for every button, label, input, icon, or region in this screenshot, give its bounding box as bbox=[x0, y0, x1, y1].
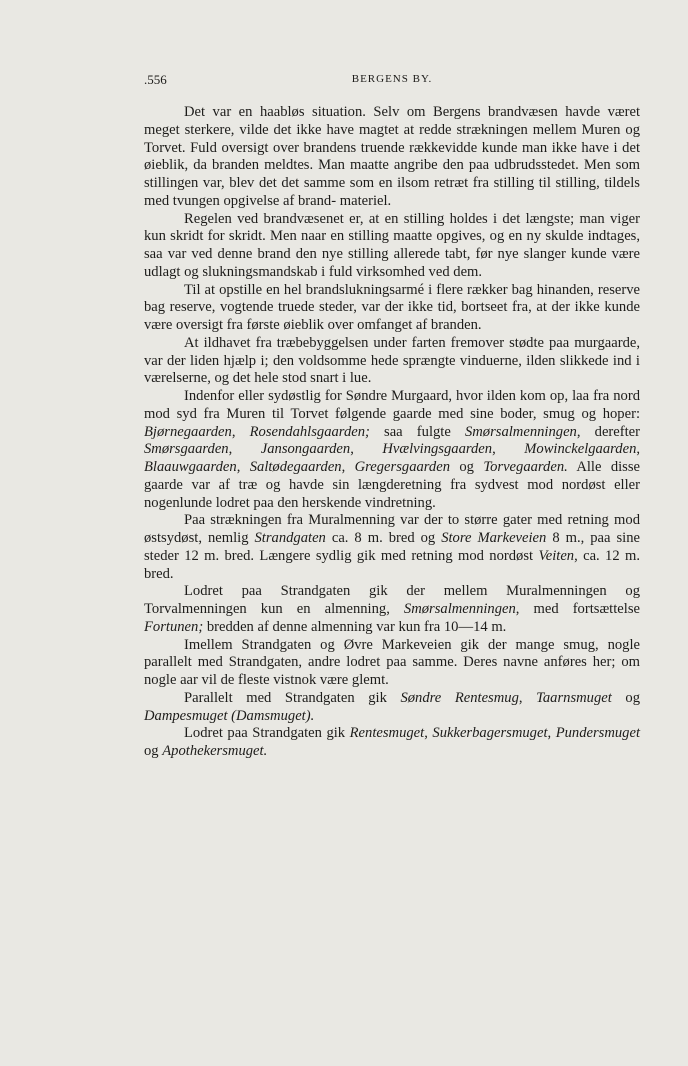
text-run: Lodret paa Strandgaten gik bbox=[184, 725, 350, 742]
italic-name: Jansongaarden bbox=[260, 441, 351, 458]
italic-name: Smørsgaarden bbox=[144, 441, 229, 458]
paragraph bbox=[144, 637, 640, 690]
paragraph bbox=[144, 104, 640, 211]
text-run: bredden af denne almenning var kun fra 10—14 m. bbox=[203, 618, 507, 635]
paragraph bbox=[144, 725, 640, 761]
text-run: , bbox=[424, 725, 433, 742]
italic-name: Søndre Rentesmug bbox=[400, 689, 519, 706]
italic-name: Taarnsmuget bbox=[536, 689, 612, 706]
italic-name: Hvælvingsgaarden bbox=[382, 441, 493, 458]
paragraph bbox=[144, 282, 640, 335]
italic-name: Store Markeveien bbox=[441, 530, 547, 546]
text-run: , bbox=[341, 459, 355, 475]
paragraph bbox=[144, 690, 640, 726]
page-number: .556 bbox=[144, 72, 167, 87]
paragraph bbox=[144, 583, 640, 636]
text-run: Det var en haabløs situation. Selv om Bergens brandvæsen havde været meget sterkere, vilde det ikke have magtet at redde strækningen mellem Muren og Torvet. Fuld oversigt over brandens truende rækkevidde kunde man ikke have i det øieblik, da branden meldtes. Man maatte angribe den paa udbrudsstedet. Men som stillingen var, blev det det samme som en ilsom retræt fra stilling til stilling, tildels med tvungen opgivelse af brand- materiel. bbox=[144, 104, 640, 209]
text-run: Regelen ved brandvæsenet er, at en stilling holdes i det længste; man viger kun skridt for skridt. Men naar en stilling maatte opgives, og en ny skulde indtages, saa var ved denne brand den nye stilling allerede tabt, før nye slanger kunde være udlagt og slukningsmandskab i fuld virksomhed ved dem. bbox=[144, 210, 640, 280]
text-run: Lodret paa Strandgaten gik der mellem Muralmenningen og Torvalmenningen kun en almenning, bbox=[144, 583, 640, 617]
body-text bbox=[144, 104, 640, 761]
paragraph bbox=[144, 388, 640, 512]
paragraph bbox=[144, 335, 640, 388]
italic-name: Dampesmuget (Damsmuget). bbox=[144, 707, 315, 724]
text-run: , bbox=[636, 441, 641, 458]
italic-name: Blaauwgaarden bbox=[144, 459, 237, 475]
italic-name: Rosendahlsgaarden; bbox=[249, 423, 370, 440]
text-run: og bbox=[450, 459, 484, 475]
text-run: , med fortsættelse bbox=[515, 601, 640, 617]
italic-name: Gregersgaarden bbox=[354, 459, 450, 475]
text-run: , bbox=[492, 441, 525, 458]
text-run: , bbox=[231, 423, 250, 440]
italic-name: Pundersmuget bbox=[555, 725, 641, 742]
text-run: Parallelt med Strandgaten gik bbox=[184, 689, 401, 706]
text-run: Til at opstille en hel brandslukningsarmé i flere rækker bag hinanden, reserve bag reserve, vogtende truede steder, var der ikke tid, bortseet fra, at der ikke kunde være oversigt fra første øieblik over omfanget af branden. bbox=[144, 281, 640, 333]
text-run: 8 m., paa sine steder 12 m. bred. Længere sydlig gik med retning mod nordøst bbox=[144, 530, 640, 564]
text-run: , bbox=[518, 689, 537, 706]
text-run: Indenfor eller sydøstlig for Søndre Murgaard, hvor ilden kom op, laa fra nord mod syd fra Muren til Torvet følgende gaarde med sine boder, smug og hoper: bbox=[144, 388, 640, 422]
italic-name: Saltødegaarden bbox=[249, 459, 342, 475]
italic-name: Mowinckelgaarden bbox=[524, 441, 637, 458]
paragraph bbox=[144, 211, 640, 282]
italic-name: Strandgaten bbox=[254, 530, 326, 546]
text-run: saa fulgte bbox=[369, 423, 465, 440]
text-run: , bbox=[236, 459, 250, 475]
italic-name: Veiten bbox=[538, 547, 575, 564]
running-head: BERGENS BY. bbox=[351, 73, 433, 85]
italic-name: Sukkerbagersmuget bbox=[432, 725, 548, 742]
text-run: Alle disse gaarde var af træ og havde sin længderetning fra sydvest mod nordøst eller nogenlunde lodret paa den herskende vindretning. bbox=[144, 459, 641, 511]
italic-name: Smørsalmenningen bbox=[464, 423, 577, 440]
text-run: og bbox=[611, 689, 640, 706]
italic-name: Bjørnegaarden bbox=[144, 423, 232, 440]
paragraph bbox=[144, 512, 640, 583]
italic-name: Apothekersmuget. bbox=[162, 743, 268, 759]
italic-name: Smørsalmenningen bbox=[403, 601, 516, 617]
text-run: Imellem Strandgaten og Øvre Markeveien gik der mange smug, nogle parallelt med Strandgaten, andre lodret paa samme. Deres navne anføres her; om nogle aar vil de fleste vistnok være glemt. bbox=[144, 636, 640, 688]
text-run: , bbox=[350, 441, 383, 458]
text-run: , bbox=[228, 441, 261, 458]
text-run: , derefter bbox=[576, 423, 641, 440]
page-header bbox=[144, 72, 640, 88]
italic-name: Torvegaarden. bbox=[483, 459, 568, 475]
text-run: , bbox=[547, 725, 556, 742]
text-run: , ca. 12 m. bred. bbox=[144, 547, 640, 582]
text-run: Paa strækningen fra Muralmenning var der to større gater med retning mod østsydøst, nemlig bbox=[144, 512, 640, 546]
text-run: og bbox=[144, 743, 163, 759]
text-run: ca. 8 m. bred og bbox=[325, 530, 442, 546]
italic-name: Fortunen; bbox=[144, 618, 204, 635]
italic-name: Rentesmuget bbox=[349, 725, 425, 742]
text-run: At ildhavet fra træbebyggelsen under farten fremover stødte paa murgaarde, var der liden hjælp i; den voldsomme hede sprængte vinduerne, ilden slikkede ind i værelserne, og det hele stod snart i lue. bbox=[144, 334, 640, 387]
